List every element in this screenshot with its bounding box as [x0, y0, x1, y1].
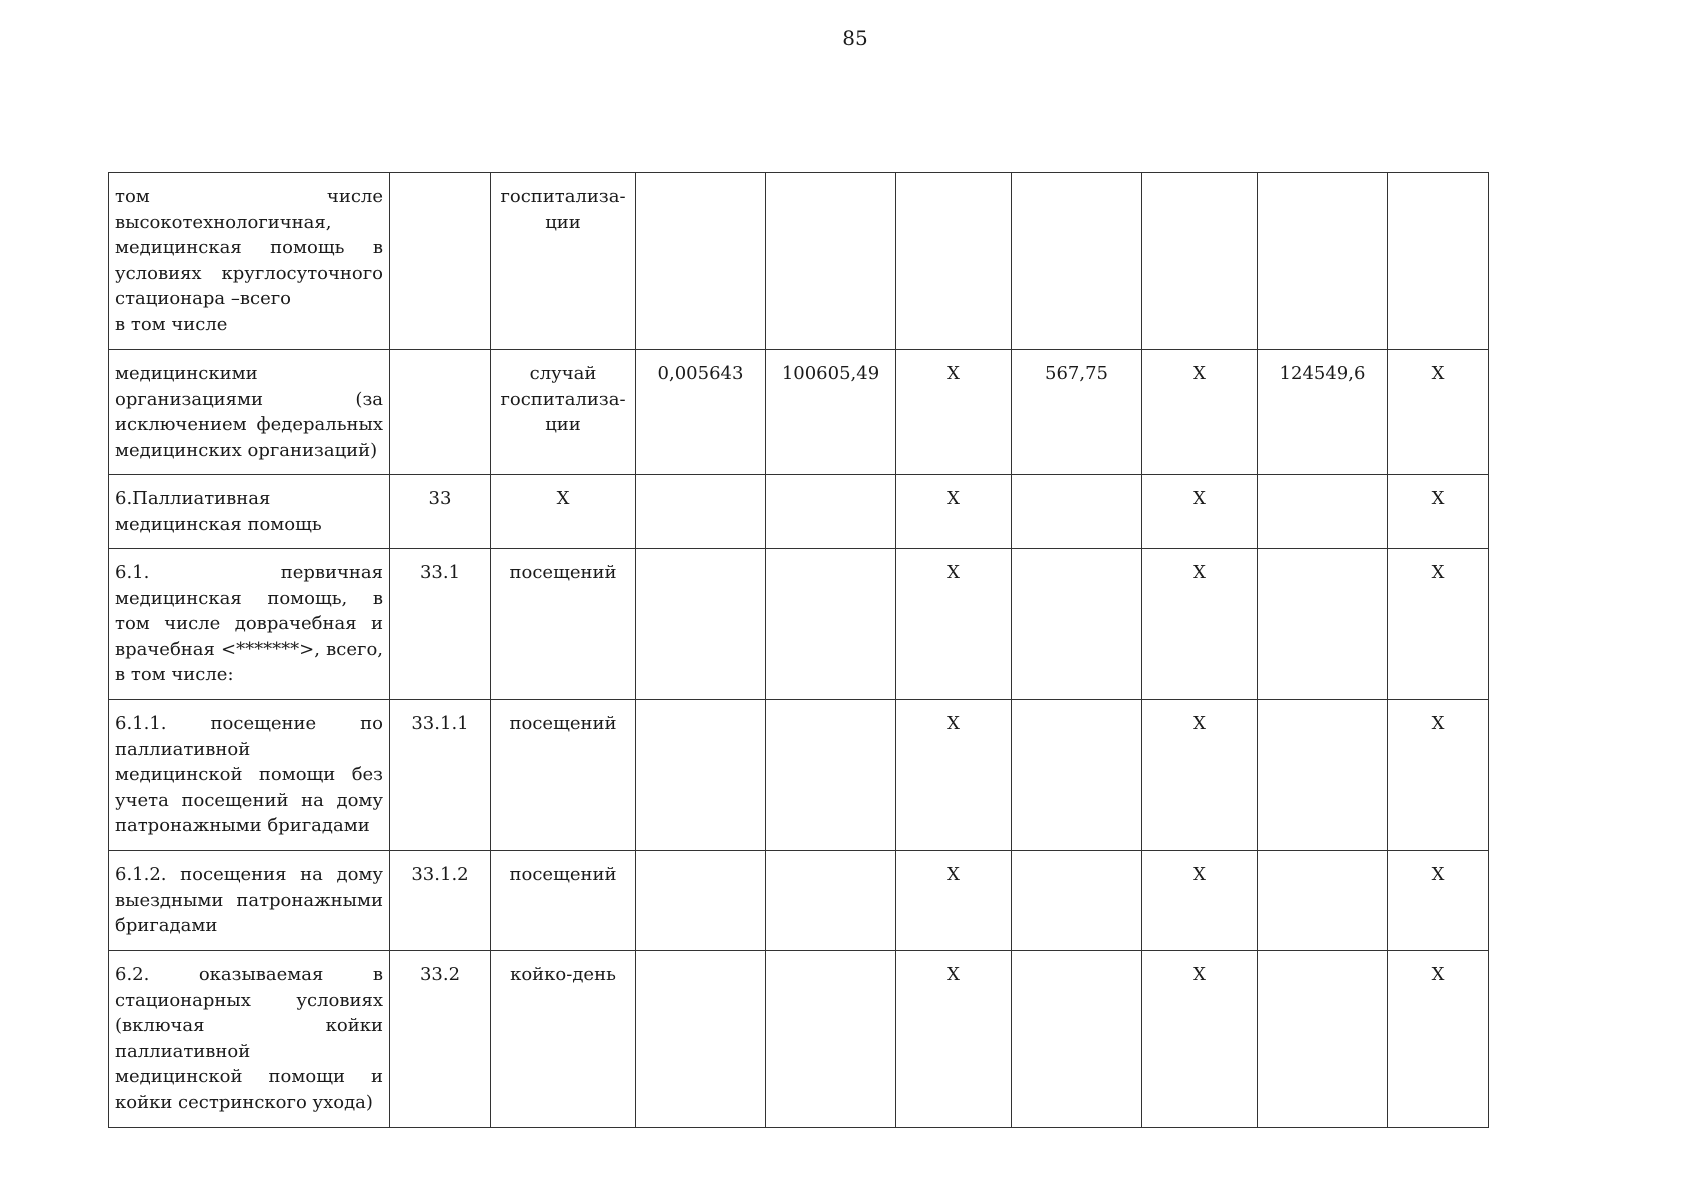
row-unit-cell: случай госпитализа- ции — [491, 350, 636, 475]
row-value-cell — [636, 549, 766, 700]
table-row — [109, 173, 1489, 350]
row-name-cell: 6.Паллиативная медицинская помощь — [109, 475, 390, 549]
row-code-cell: 33.1.2 — [390, 851, 491, 951]
row-value-cell — [896, 173, 1012, 350]
row-value-cell — [1142, 173, 1258, 350]
row-value-cell: Х — [1388, 475, 1489, 549]
row-value-cell: Х — [1142, 475, 1258, 549]
row-value-cell: 0,005643 — [636, 350, 766, 475]
row-unit-cell: посещений — [491, 700, 636, 851]
row-unit-cell: посещений — [491, 851, 636, 951]
table-row — [109, 549, 1489, 700]
row-name-cell: 6.2. оказываемая в стационарных условиях (включая койки паллиативной медицинской помощи и койки сестринского ухода) — [109, 951, 390, 1128]
row-value-cell — [636, 475, 766, 549]
row-value-cell: Х — [1388, 549, 1489, 700]
row-name-cell: 6.1.1. посещение по паллиативной медицинской помощи без учета посещений на дому патронажными бригадами — [109, 700, 390, 851]
row-value-cell — [1258, 700, 1388, 851]
row-value-cell — [766, 549, 896, 700]
row-value-cell — [1258, 951, 1388, 1128]
row-value-cell — [766, 173, 896, 350]
row-code-cell: 33.2 — [390, 951, 491, 1128]
row-value-cell: Х — [896, 549, 1012, 700]
row-value-cell — [636, 700, 766, 851]
row-code-cell — [390, 173, 491, 350]
table-row — [109, 851, 1489, 951]
row-value-cell: Х — [1142, 851, 1258, 951]
row-value-cell — [636, 173, 766, 350]
row-value-cell: 100605,49 — [766, 350, 896, 475]
row-value-cell — [1012, 851, 1142, 951]
row-name-cell: 6.1.2. посещения на дому выездными патронажными бригадами — [109, 851, 390, 951]
row-name-cell: медицинскими организациями (за исключением федеральных медицинских организаций) — [109, 350, 390, 475]
table-row — [109, 475, 1489, 549]
row-value-cell — [1258, 173, 1388, 350]
row-unit-cell: посещений — [491, 549, 636, 700]
row-value-cell: Х — [896, 951, 1012, 1128]
row-value-cell: Х — [1142, 700, 1258, 851]
table-row — [109, 951, 1489, 1128]
row-value-cell — [1012, 549, 1142, 700]
row-value-cell — [1258, 851, 1388, 951]
row-unit-cell: Х — [491, 475, 636, 549]
row-unit-cell: госпитализа- ции — [491, 173, 636, 350]
row-value-cell: Х — [1388, 350, 1489, 475]
row-value-cell: Х — [1388, 951, 1489, 1128]
row-value-cell: Х — [1142, 549, 1258, 700]
row-value-cell — [1012, 700, 1142, 851]
row-value-cell: 567,75 — [1012, 350, 1142, 475]
row-value-cell: Х — [1388, 700, 1489, 851]
row-value-cell: Х — [896, 475, 1012, 549]
row-code-cell — [390, 350, 491, 475]
row-value-cell — [1388, 173, 1489, 350]
row-value-cell — [766, 951, 896, 1128]
table-body — [109, 173, 1489, 1128]
row-value-cell — [1012, 951, 1142, 1128]
row-value-cell — [1258, 549, 1388, 700]
row-name-cell: 6.1. первичная медицинская помощь, в том числе доврачебная и врачебная <*******>, всего, в том числе: — [109, 549, 390, 700]
row-value-cell — [636, 851, 766, 951]
row-value-cell — [636, 951, 766, 1128]
row-value-cell: Х — [1142, 951, 1258, 1128]
row-name-cell: том числе высокотехнологичная, медицинская помощь в условиях круглосуточного стационара –всего в том числе — [109, 173, 390, 350]
row-value-cell: Х — [896, 350, 1012, 475]
row-value-cell — [1012, 173, 1142, 350]
row-code-cell: 33.1 — [390, 549, 491, 700]
row-value-cell — [766, 475, 896, 549]
row-code-cell: 33 — [390, 475, 491, 549]
row-value-cell: Х — [1388, 851, 1489, 951]
row-value-cell — [1258, 475, 1388, 549]
row-value-cell — [766, 851, 896, 951]
row-code-cell: 33.1.1 — [390, 700, 491, 851]
page-number: 85 — [842, 26, 868, 50]
row-value-cell — [766, 700, 896, 851]
table-row — [109, 700, 1489, 851]
data-table — [108, 172, 1489, 1128]
row-value-cell: 124549,6 — [1258, 350, 1388, 475]
row-value-cell: Х — [896, 851, 1012, 951]
table-row — [109, 350, 1489, 475]
row-value-cell: Х — [1142, 350, 1258, 475]
row-unit-cell: койко-день — [491, 951, 636, 1128]
row-value-cell: Х — [896, 700, 1012, 851]
row-value-cell — [1012, 475, 1142, 549]
